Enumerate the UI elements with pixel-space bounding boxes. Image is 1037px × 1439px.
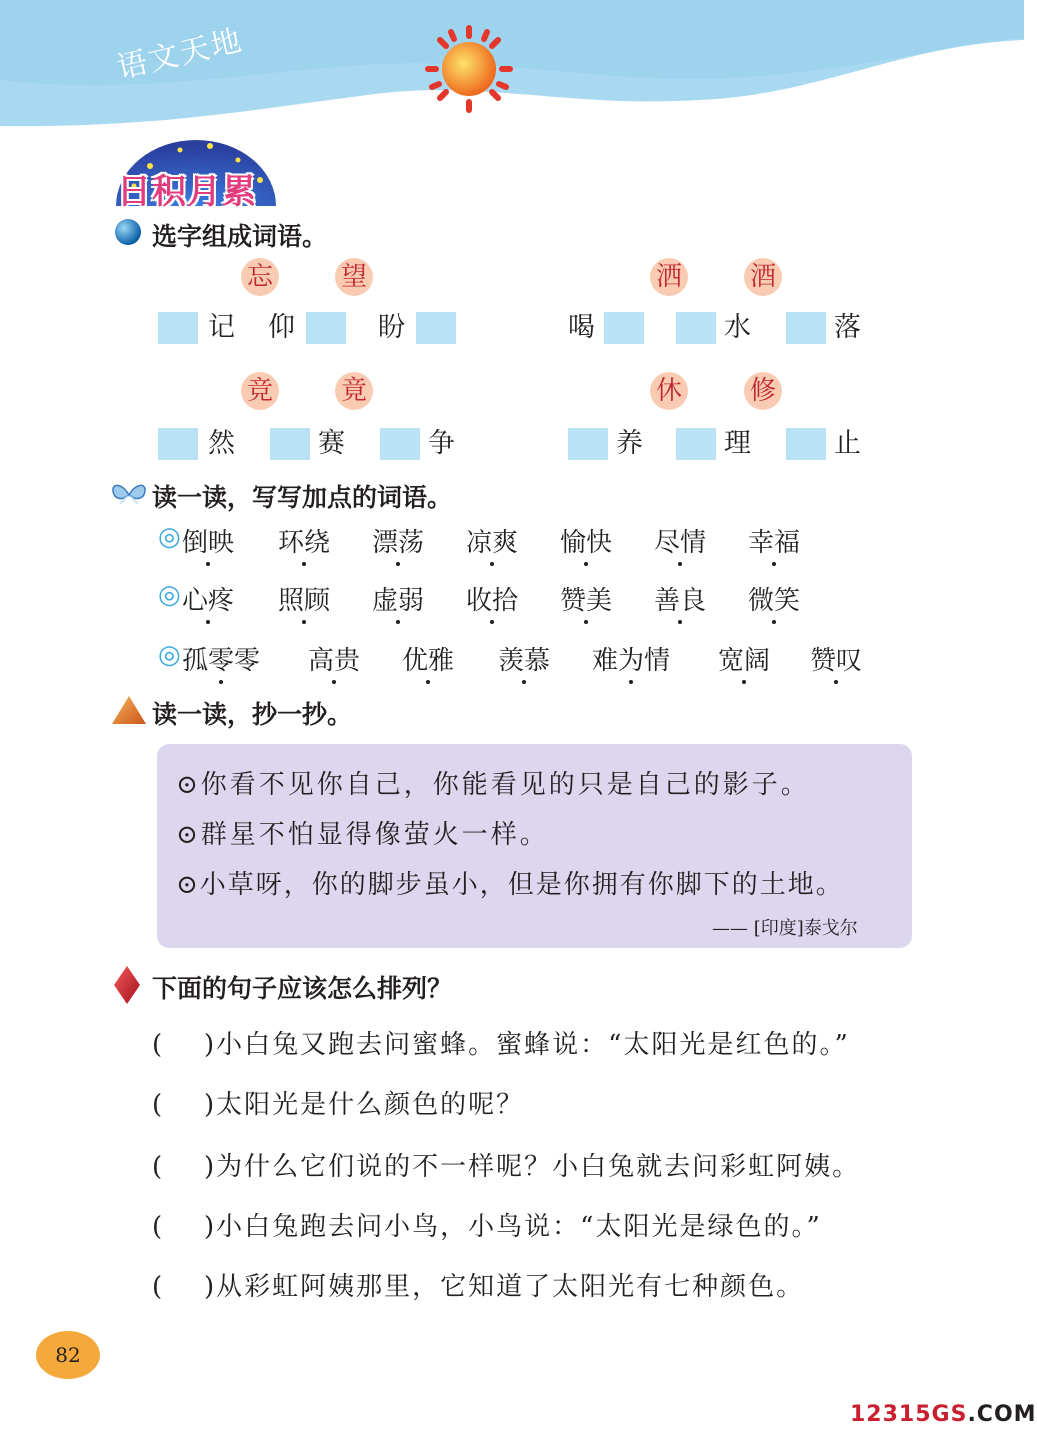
word-尽情: 尽情 [654,528,707,558]
answer-slot[interactable]: ( [152,1152,165,1182]
quote-line: ⊙小草呀，你的脚步虽小，但是你拥有你脚下的土地。 [176,870,844,900]
word-收拾: 收拾 [466,586,519,616]
word-凉爽: 凉爽 [466,528,519,558]
word-char: 然 [208,428,235,459]
section4-title: 下面的句子应该怎么排列？ [152,974,453,1003]
answer-slot[interactable]: ( [152,1272,165,1302]
blank-box[interactable] [380,428,420,460]
blank-box[interactable] [786,312,826,344]
word-虚弱: 虚弱 [372,586,425,616]
word-char: 落 [834,312,861,343]
choice-char: 竟 [335,372,373,410]
blank-box[interactable] [416,312,456,344]
word-char: 理 [724,428,751,459]
choice-char: 洒 [650,258,688,296]
choice-char: 酒 [744,258,782,296]
word-char: 盼 [378,312,405,343]
word-照顾: 照顾 [278,586,331,616]
blank-box[interactable] [158,312,198,344]
ring-marker: ◎ [158,640,181,670]
word-幸福: 幸福 [748,528,801,558]
answer-slot[interactable]: ( [152,1030,165,1060]
word-环绕: 环绕 [278,528,331,558]
word-char: 仰 [268,312,295,343]
answer-slot[interactable]: ( [152,1090,165,1120]
word-难为情: 难为情 [592,646,671,676]
word-char: 赛 [318,428,345,459]
word-高贵: 高贵 [308,646,361,676]
word-倒映: 倒映 [182,528,235,558]
quote-line: ⊙群星不怕显得像萤火一样。 [176,820,549,850]
sun-icon [424,24,514,114]
section1-title: 选字组成词语。 [152,222,328,251]
quote-attribution: —— [印度]泰戈尔 [712,918,858,939]
choice-char: 忘 [241,258,279,296]
blank-box[interactable] [270,428,310,460]
word-赞叹: 赞叹 [810,646,863,676]
word-优雅: 优雅 [402,646,455,676]
word-char: 喝 [568,312,595,343]
order-line: ( )小白兔跑去问小鸟，小鸟说：“太阳光是绿色的。” [152,1212,822,1242]
word-赞美: 赞美 [560,586,613,616]
blue-ball-icon [114,218,142,246]
answer-slot[interactable]: ( [152,1212,165,1242]
triangle-icon [110,694,148,726]
page-number: 82 [36,1331,100,1379]
choice-char: 休 [650,372,688,410]
word-char: 止 [834,428,861,459]
word-孤零零: 孤零零 [182,646,261,676]
section3-title: 读一读，抄一抄。 [152,700,353,729]
word-char: 争 [428,428,455,459]
ring-marker: ◎ [158,580,181,610]
order-line: ( )为什么它们说的不一样呢？小白兔就去问彩虹阿姨。 [152,1152,861,1182]
watermark: 12315GS.COM [850,1402,1037,1427]
choice-char: 竞 [241,372,279,410]
ring-marker: ◎ [158,522,181,552]
diamond-icon [113,965,141,1005]
order-line: ( )小白兔又跑去问蜜蜂。蜜蜂说：“太阳光是红色的。” [152,1030,850,1060]
blank-box[interactable] [676,312,716,344]
blank-box[interactable] [786,428,826,460]
blank-box[interactable] [676,428,716,460]
header-title: 语文天地 [113,23,247,86]
word-羡慕: 羡慕 [498,646,551,676]
word-漂荡: 漂荡 [372,528,425,558]
word-心疼: 心疼 [182,586,235,616]
blank-box[interactable] [568,428,608,460]
word-微笑: 微笑 [748,586,801,616]
blank-box[interactable] [158,428,198,460]
badge-label: 日积月累 [117,172,257,212]
word-char: 养 [616,428,643,459]
blank-box[interactable] [306,312,346,344]
section2-title: 读一读，写写加点的词语。 [152,483,453,512]
word-善良: 善良 [654,586,707,616]
word-char: 水 [724,312,751,343]
word-愉快: 愉快 [560,528,613,558]
word-宽阔: 宽阔 [718,646,771,676]
word-char: 记 [208,312,235,343]
quote-line: ⊙你看不见你自己，你能看见的只是自己的影子。 [176,770,810,800]
choice-char: 望 [335,258,373,296]
choice-char: 修 [744,372,782,410]
blank-box[interactable] [604,312,644,344]
order-line: ( )从彩虹阿姨那里，它知道了太阳光有七种颜色。 [152,1272,805,1302]
butterfly-icon [110,481,148,509]
order-line: ( )太阳光是什么颜色的呢？ [152,1090,525,1120]
